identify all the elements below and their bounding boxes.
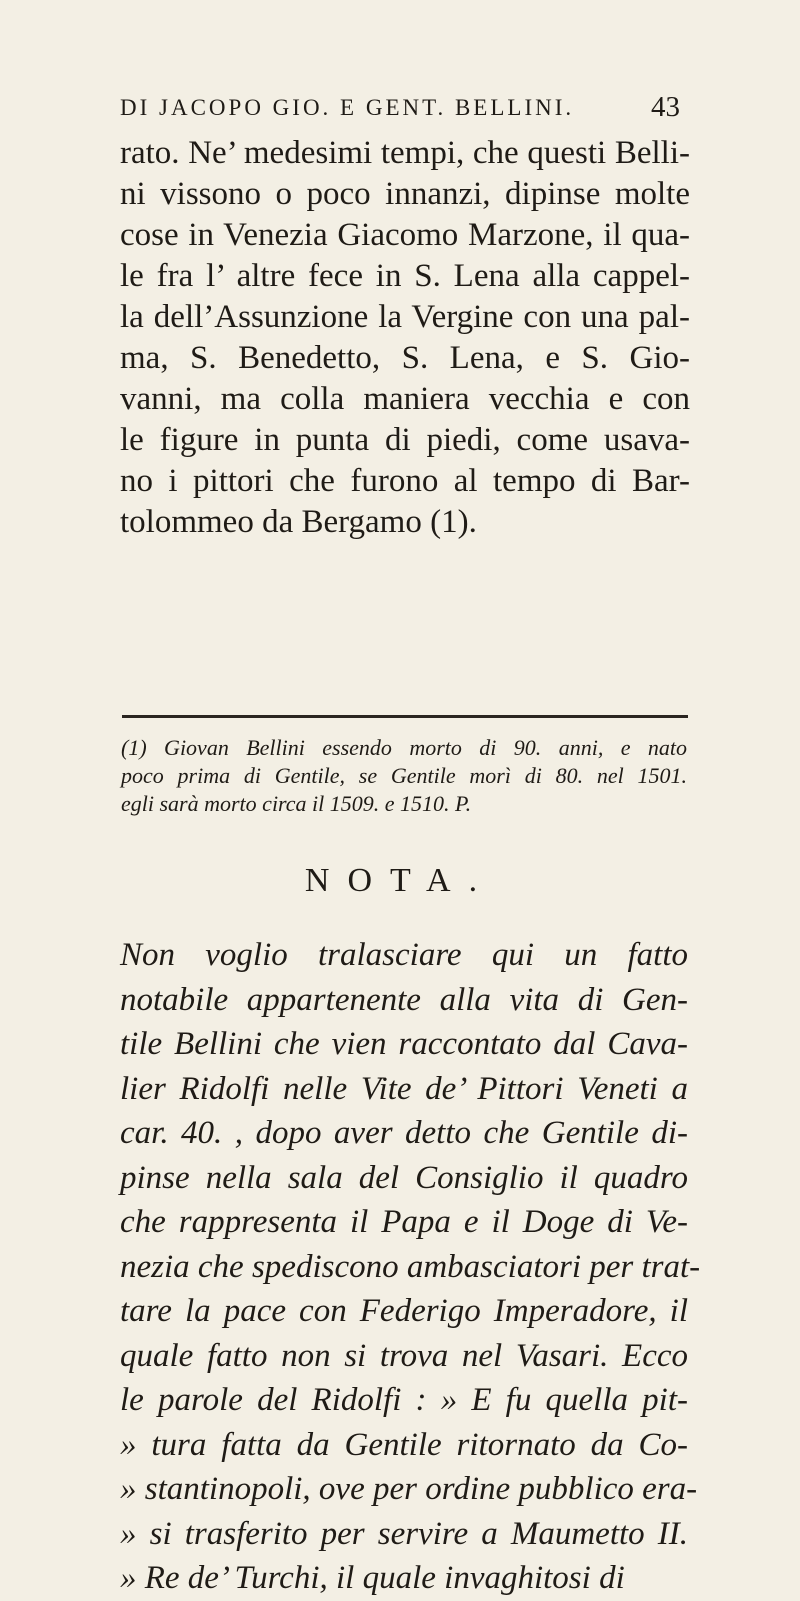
running-title: DI JACOPO GIO. E GENT. BELLINI. xyxy=(120,95,575,120)
text-line: cose in Venezia Giacomo Marzone, il qua- xyxy=(120,217,690,253)
nota-line: car. 40. , dopo aver detto che Gentile di- xyxy=(120,1115,688,1151)
running-header xyxy=(120,91,680,123)
nota-line: quale fatto non si trova nel Vasari. Ecco xyxy=(120,1337,688,1374)
text-line: tolommeo da Bergamo (1). xyxy=(120,504,477,540)
footnote-line: poco prima di Gentile, se Gentile morì di 80. nel 1501. xyxy=(121,763,687,788)
nota-line: che rappresenta il Papa e il Doge di Ve- xyxy=(120,1204,688,1240)
nota-heading: NOTA. xyxy=(304,862,496,899)
page-number: 43 xyxy=(651,91,680,123)
nota-line: tile Bellini che vien raccontato dal Cava- xyxy=(120,1026,688,1062)
nota-line: » Re de’ Turchi, il quale invaghitosi di xyxy=(120,1560,625,1596)
text-line: le fra l’ altre fece in S. Lena alla cappel- xyxy=(120,258,690,294)
nota-line: pinse nella sala del Consiglio il quadro xyxy=(120,1159,688,1196)
text-line: ni vissono o poco innanzi, dipinse molte xyxy=(120,176,690,212)
nota-line: Non voglio tralasciare qui un fatto xyxy=(120,937,688,973)
nota-line: notabile appartenente alla vita di Gen- xyxy=(120,981,688,1018)
footnote xyxy=(121,734,687,818)
nota-line: » tura fatta da Gentile ritornato da Co- xyxy=(120,1426,688,1463)
nota-line: tare la pace con Federigo Imperadore, il xyxy=(120,1293,688,1329)
nota-paragraph xyxy=(120,933,701,1601)
nota-line: nezia che spediscono ambasciatori per trat- xyxy=(120,1248,701,1285)
nota-line: » stantinopoli, ove per ordine pubblico era- xyxy=(120,1471,698,1507)
footnote-line: (1) Giovan Bellini essendo morto di 90. anni, e nato xyxy=(121,735,687,760)
footnote-line: egli sarà morto circa il 1509. e 1510. P. xyxy=(121,791,472,816)
text-line: vanni, ma colla maniera vecchia e con xyxy=(120,381,690,417)
text-line: no i pittori che furono al tempo di Bar- xyxy=(120,463,690,499)
text-line: la dell’Assunzione la Vergine con una pal- xyxy=(120,299,690,335)
nota-line: lier Ridolfi nelle Vite de’ Pittori Veneti a xyxy=(120,1070,688,1107)
text-line: rato. Ne’ medesimi tempi, che questi Belli- xyxy=(120,135,690,171)
main-paragraph xyxy=(120,133,690,543)
nota-line: » si trasferito per servire a Maumetto II. xyxy=(120,1515,688,1552)
text-line: ma, S. Benedetto, S. Lena, e S. Gio- xyxy=(120,340,690,376)
nota-line: le parole del Ridolfi : » E fu quella pit- xyxy=(120,1382,688,1418)
text-line: le figure in punta di piedi, come usava- xyxy=(120,422,690,458)
footnote-divider xyxy=(122,715,688,718)
